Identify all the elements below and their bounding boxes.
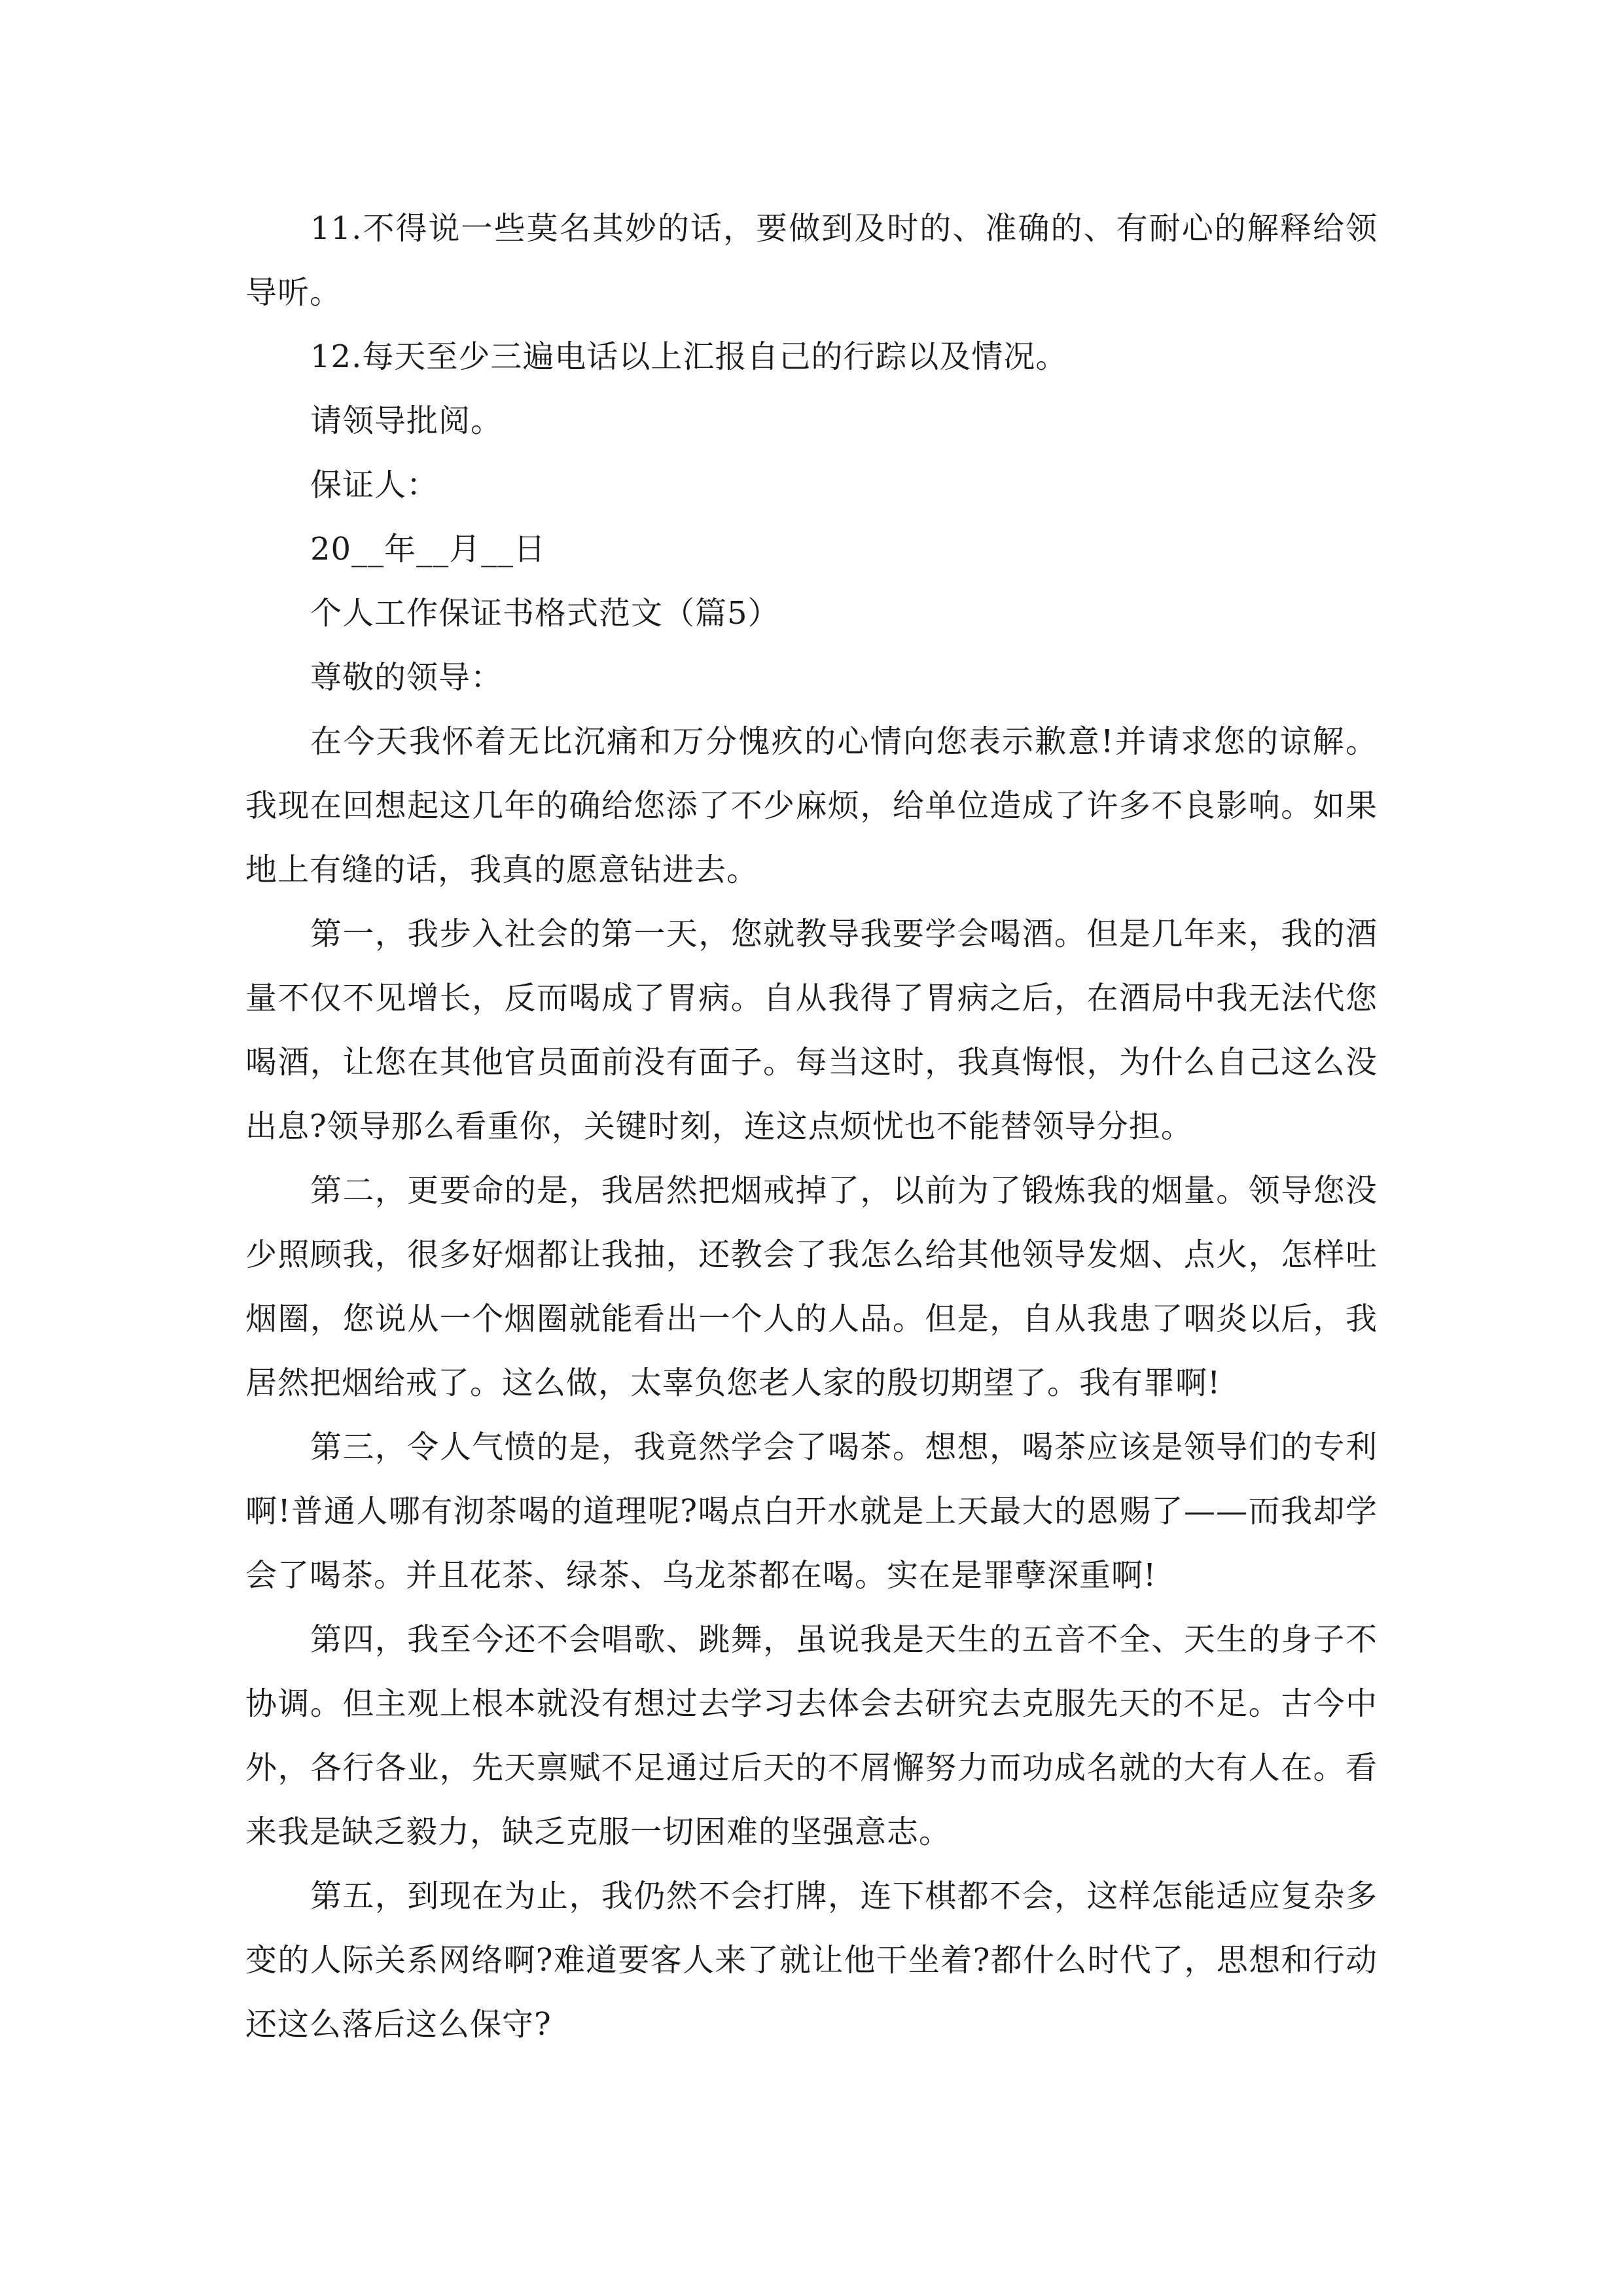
section-title: 个人工作保证书格式范文（篇5） — [310, 595, 780, 632]
paragraph-fifth: 第五，到现在为止，我仍然不会打牌，连下棋都不会，这样怎能适应复杂多变的人际关系网络啊?难道要客人来了就让他干坐着?都什么时代了，思想和行动还这么落后这么保守? — [245, 1878, 1378, 2043]
salutation: 尊敬的领导： — [310, 659, 503, 696]
paragraph-third: 第三，令人气愤的是，我竟然学会了喝茶。想想，喝茶应该是领导们的专利啊!普通人哪有沏茶喝的道理呢?喝点白开水就是上天最大的恩赐了——而我却学会了喝茶。并且花茶、绿茶、乌龙茶都在喝。实在是罪孽深重啊! — [245, 1429, 1378, 1594]
paragraph-first: 第一，我步入社会的第一天，您就教导我要学会喝酒。但是几年来，我的酒量不仅不见增长，反而喝成了胃病。自从我得了胃病之后，在酒局中我无法代您喝酒，让您在其他官员面前没有面子。每当这时，我真悔恨，为什么自己这么没出息?领导那么看重你，关键时刻，连这点烦忧也不能替领导分担。 — [245, 916, 1378, 1145]
paragraph-fourth: 第四，我至今还不会唱歌、跳舞，虽说我是天生的五音不全、天生的身子不协调。但主观上根本就没有想过去学习去体会去研究去克服先天的不足。古今中外，各行各业，先天禀赋不足通过后天的不屑懈努力而功成名就的大有人在。看来我是缺乏毅力，缺乏克服一切困难的坚强意志。 — [245, 1621, 1378, 1850]
guarantor-label: 保证人： — [310, 467, 439, 503]
paragraph-item-11: 11.不得说一些莫名其妙的话，要做到及时的、准确的、有耐心的解释给领导听。 — [245, 210, 1378, 311]
date-line: 20__年__月__日 — [310, 531, 546, 567]
paragraph-intro: 在今天我怀着无比沉痛和万分愧疚的心情向您表示歉意!并请求您的谅解。我现在回想起这几年的确给您添了不少麻烦，给单位造成了许多不良影响。如果地上有缝的话，我真的愿意钻进去。 — [245, 723, 1378, 888]
paragraph-item-12: 12.每天至少三遍电话以上汇报自己的行踪以及情况。 — [310, 338, 1068, 375]
approval-request: 请领导批阅。 — [310, 403, 503, 439]
paragraph-second: 第二，更要命的是，我居然把烟戒掉了，以前为了锻炼我的烟量。领导您没少照顾我，很多好烟都让我抽，还教会了我怎么给其他领导发烟、点火，怎样吐烟圈，您说从一个烟圈就能看出一个人的人品。但是，自从我患了咽炎以后，我居然把烟给戒了。这么做，太辜负您老人家的殷切期望了。我有罪啊! — [245, 1172, 1378, 1401]
document-body — [245, 196, 1378, 2056]
